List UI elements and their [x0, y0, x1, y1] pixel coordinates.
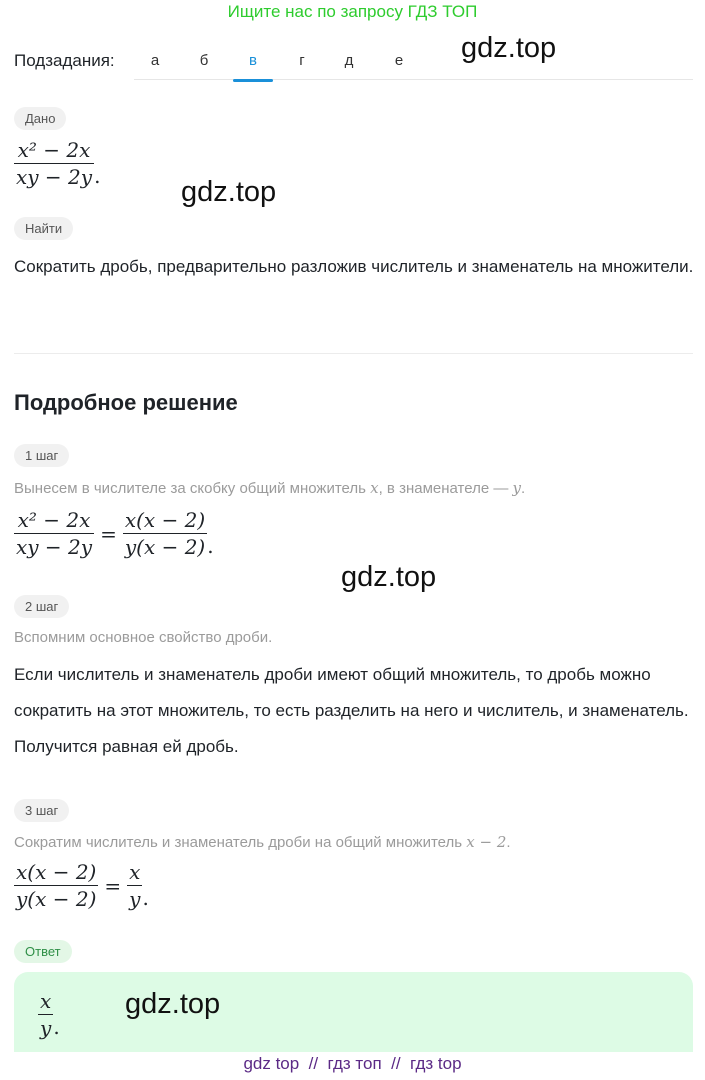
step-1-badge: 1 шаг	[14, 444, 69, 467]
watermark: gdz.top	[125, 988, 221, 1020]
answer-box	[14, 972, 693, 1052]
step-2-hint: Вспомним основное свойство дроби.	[14, 629, 273, 646]
given-denominator: xy − 2y	[16, 165, 93, 189]
step-2-text: Если числитель и знаменатель дроби имеют общий множитель, то дробь можно сократить на этот множитель, то есть разделить на него и числитель, и знаменатель. Получится равная ей дробь.	[14, 665, 689, 756]
tab-a[interactable]: а	[150, 52, 160, 69]
step-3-equation: $\frac{x(x - 2)}{y(x - 2)}$ = $\frac{x}{y}$ .	[16, 860, 149, 911]
given-fraction: $\frac{\text{x² − 2x}}{xy - 2y}$ .	[16, 138, 101, 189]
given-numerator: x² − 2x	[14, 137, 94, 164]
subtasks-label: Подзадания:	[14, 51, 115, 70]
step-1-hint: Вынесем в числителе за скобку общий множитель x, в знаменателе — y.	[14, 479, 526, 497]
tab-d[interactable]: д	[344, 52, 354, 69]
watermark: gdz.top	[341, 561, 437, 593]
watermark: gdz.top	[461, 32, 557, 64]
section-divider	[14, 353, 693, 354]
answer-badge: Ответ	[14, 940, 72, 963]
step-1-equation: $\frac{\text{x² − 2x}}{xy - 2y}$ = $\frac{x(x - 2)}{y(x - 2)}$ .	[16, 508, 214, 559]
step-3-badge: 3 шаг	[14, 799, 69, 822]
find-badge: Найти	[14, 217, 73, 240]
given-badge: Дано	[14, 107, 66, 130]
footer-links: gdz top // гдз топ // гдз top	[243, 1054, 462, 1073]
task-text: Сократить дробь, предварительно разложив числитель и знаменатель на множители.	[14, 257, 694, 276]
tab-g[interactable]: г	[299, 52, 305, 69]
tab-e[interactable]: е	[394, 52, 404, 69]
step-2-badge: 2 шаг	[14, 595, 69, 618]
answer-fraction: $\frac{x}{y}$ .	[40, 989, 60, 1040]
search-banner: Ищите нас по запросу ГДЗ ТОП	[227, 2, 478, 21]
solution-title: Подробное решение	[14, 390, 238, 415]
tab-b[interactable]: б	[199, 52, 209, 69]
step-3-hint: Сократим числитель и знаменатель дроби на общий множитель x − 2.	[14, 833, 511, 851]
tab-v[interactable]: в	[233, 52, 273, 69]
subtasks-nav	[14, 40, 693, 80]
tabs-underline	[134, 79, 693, 80]
watermark: gdz.top	[181, 176, 277, 208]
